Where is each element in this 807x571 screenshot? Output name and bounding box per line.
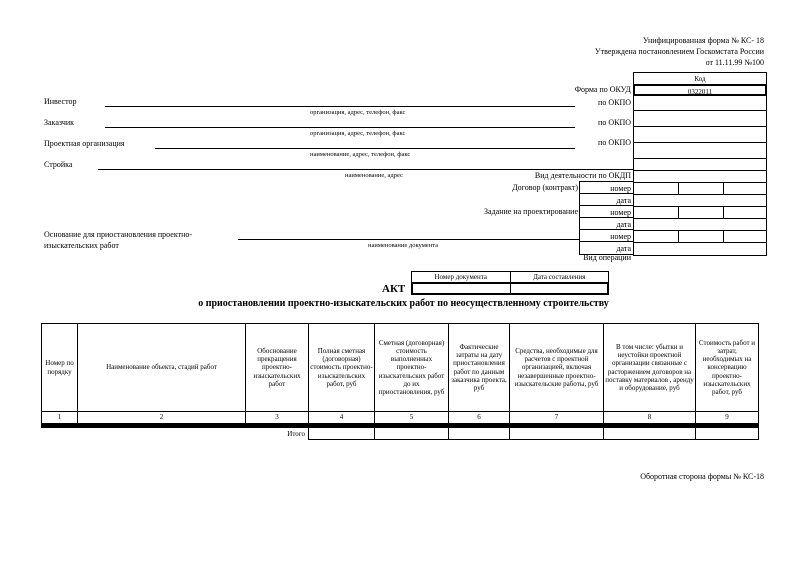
total-label: Итого bbox=[287, 429, 305, 438]
doc-number-header: Номер документа bbox=[434, 273, 487, 281]
okpo-construction-cell[interactable] bbox=[634, 143, 766, 159]
column-number: 3 bbox=[246, 412, 309, 424]
construction-field[interactable] bbox=[98, 169, 633, 170]
assignment-date-label: дата bbox=[580, 218, 633, 230]
basis-number-label: номер bbox=[580, 230, 633, 242]
header-cell: В том числе: убытки и неустойки проектной организации связанные с расторжением договоров на поставку материалов , аренду и оборудование, руб bbox=[604, 324, 696, 412]
basis-date-label: дата bbox=[616, 244, 631, 253]
basis-label-line1: Основание для приостановления проектно- bbox=[44, 230, 193, 239]
okud-label: Форма по ОКУД bbox=[574, 85, 631, 94]
total-cell[interactable] bbox=[604, 428, 696, 440]
basis-field[interactable] bbox=[238, 239, 579, 240]
act-title: АКТ bbox=[382, 283, 406, 295]
okud-value: 0322011 bbox=[687, 88, 713, 96]
total-cell[interactable] bbox=[375, 428, 449, 440]
basis-hint: наименование документа bbox=[368, 242, 438, 249]
assignment-number-cell[interactable] bbox=[634, 195, 766, 207]
okpo-customer-cell[interactable] bbox=[634, 111, 766, 127]
header-cell: Полная сметная (договорная) стоимость проектно-изыскательских работ, руб bbox=[309, 324, 375, 412]
okpo-investor-cell[interactable] bbox=[634, 95, 766, 111]
contract-number-cell[interactable] bbox=[634, 171, 766, 183]
total-cell[interactable] bbox=[309, 428, 375, 440]
act-subtitle: о приостановлении проектно-изыскательских работ по неосуществленному строительству bbox=[198, 298, 609, 309]
basis-label-line2: изыскательских работ bbox=[44, 241, 119, 250]
investor-field[interactable] bbox=[105, 106, 575, 107]
form-header-line2: Утверждена постановлением Госкомстата России bbox=[594, 47, 764, 56]
column-number: 9 bbox=[696, 412, 759, 424]
column-number: 5 bbox=[375, 412, 449, 424]
column-number: 4 bbox=[309, 412, 375, 424]
codes-box bbox=[633, 72, 767, 256]
header-cell: Фактические затраты на дату приостановления работ по данным заказчика проекта, руб bbox=[449, 324, 510, 412]
construction-hint: наименование, адрес bbox=[345, 172, 403, 179]
form-footer: Оборотная сторона формы № КС-18 bbox=[640, 472, 764, 481]
customer-field[interactable] bbox=[105, 127, 575, 128]
column-number: 6 bbox=[449, 412, 510, 424]
operation-cell[interactable] bbox=[634, 243, 766, 255]
main-table bbox=[41, 323, 759, 440]
investor-hint: организация, адрес, телефон, факс bbox=[310, 109, 406, 116]
basis-number-cell[interactable] bbox=[634, 219, 766, 231]
assignment-number-label: номер bbox=[580, 206, 633, 218]
number-date-labels bbox=[579, 181, 633, 255]
okpo-label-customer: по ОКПО bbox=[598, 118, 631, 127]
doc-date-field[interactable] bbox=[510, 284, 608, 293]
table-header-row bbox=[42, 324, 759, 412]
column-number: 8 bbox=[604, 412, 696, 424]
header-cell: Наименование объекта, стадий работ bbox=[78, 324, 246, 412]
total-cell[interactable] bbox=[696, 428, 759, 440]
okpo-label-design: по ОКПО bbox=[598, 138, 631, 147]
form-header-line1: Унифицированная форма № КС- 18 bbox=[643, 36, 764, 45]
doc-date-header: Дата составления bbox=[510, 272, 609, 282]
total-cell[interactable] bbox=[449, 428, 510, 440]
header-cell: Обоснование прекращения проектно-изыскательских работ bbox=[246, 324, 309, 412]
okpo-design-cell[interactable] bbox=[634, 127, 766, 143]
doc-number-field[interactable] bbox=[413, 284, 510, 293]
customer-hint: организация, адрес, телефон, факс bbox=[310, 130, 406, 137]
assignment-label: Задание на проектирование bbox=[484, 207, 578, 216]
contract-date-label: дата bbox=[580, 194, 633, 206]
design-org-field[interactable] bbox=[155, 148, 575, 149]
investor-label: Инвестор bbox=[44, 97, 77, 106]
column-number: 7 bbox=[510, 412, 604, 424]
codes-title: Код bbox=[694, 75, 706, 83]
design-org-hint: наименование, адрес, телефон, факс bbox=[310, 151, 411, 158]
okpo-label-investor: по ОКПО bbox=[598, 98, 631, 107]
contract-number-label: номер bbox=[580, 182, 633, 194]
okdp-cell[interactable] bbox=[634, 159, 766, 171]
header-cell: Средства, необходимые для расчетов с проектной организацией, включая незавершенные проектно-изыскательские работы, руб bbox=[510, 324, 604, 412]
document-number-box bbox=[411, 271, 609, 295]
contract-date-cell[interactable] bbox=[634, 183, 766, 195]
table-number-row bbox=[42, 412, 759, 424]
assignment-date-cell[interactable] bbox=[634, 207, 766, 219]
design-org-label: Проектная организация bbox=[44, 139, 125, 148]
column-number: 1 bbox=[42, 412, 78, 424]
column-number: 2 bbox=[78, 412, 246, 424]
customer-label: Заказчик bbox=[44, 118, 75, 127]
operation-label: Вид операции bbox=[583, 253, 631, 262]
header-cell: Сметная (договорная) стоимость выполненных проектно-изыскательских работ до их приостановления, руб bbox=[375, 324, 449, 412]
basis-date-cell[interactable] bbox=[634, 231, 766, 243]
table-total-row bbox=[42, 428, 759, 440]
construction-label: Стройка bbox=[44, 160, 73, 169]
header-cell: Номер по порядку bbox=[42, 324, 78, 412]
header-cell: Стоимость работ и затрат, необходимых на консервацию проектно-изыскательских работ, руб bbox=[696, 324, 759, 412]
total-cell[interactable] bbox=[510, 428, 604, 440]
contract-label: Договор (контракт) bbox=[512, 183, 578, 192]
okdp-label: Вид деятельности по ОКДП bbox=[534, 171, 631, 180]
form-header-line3: от 11.11.99 №100 bbox=[705, 58, 764, 67]
